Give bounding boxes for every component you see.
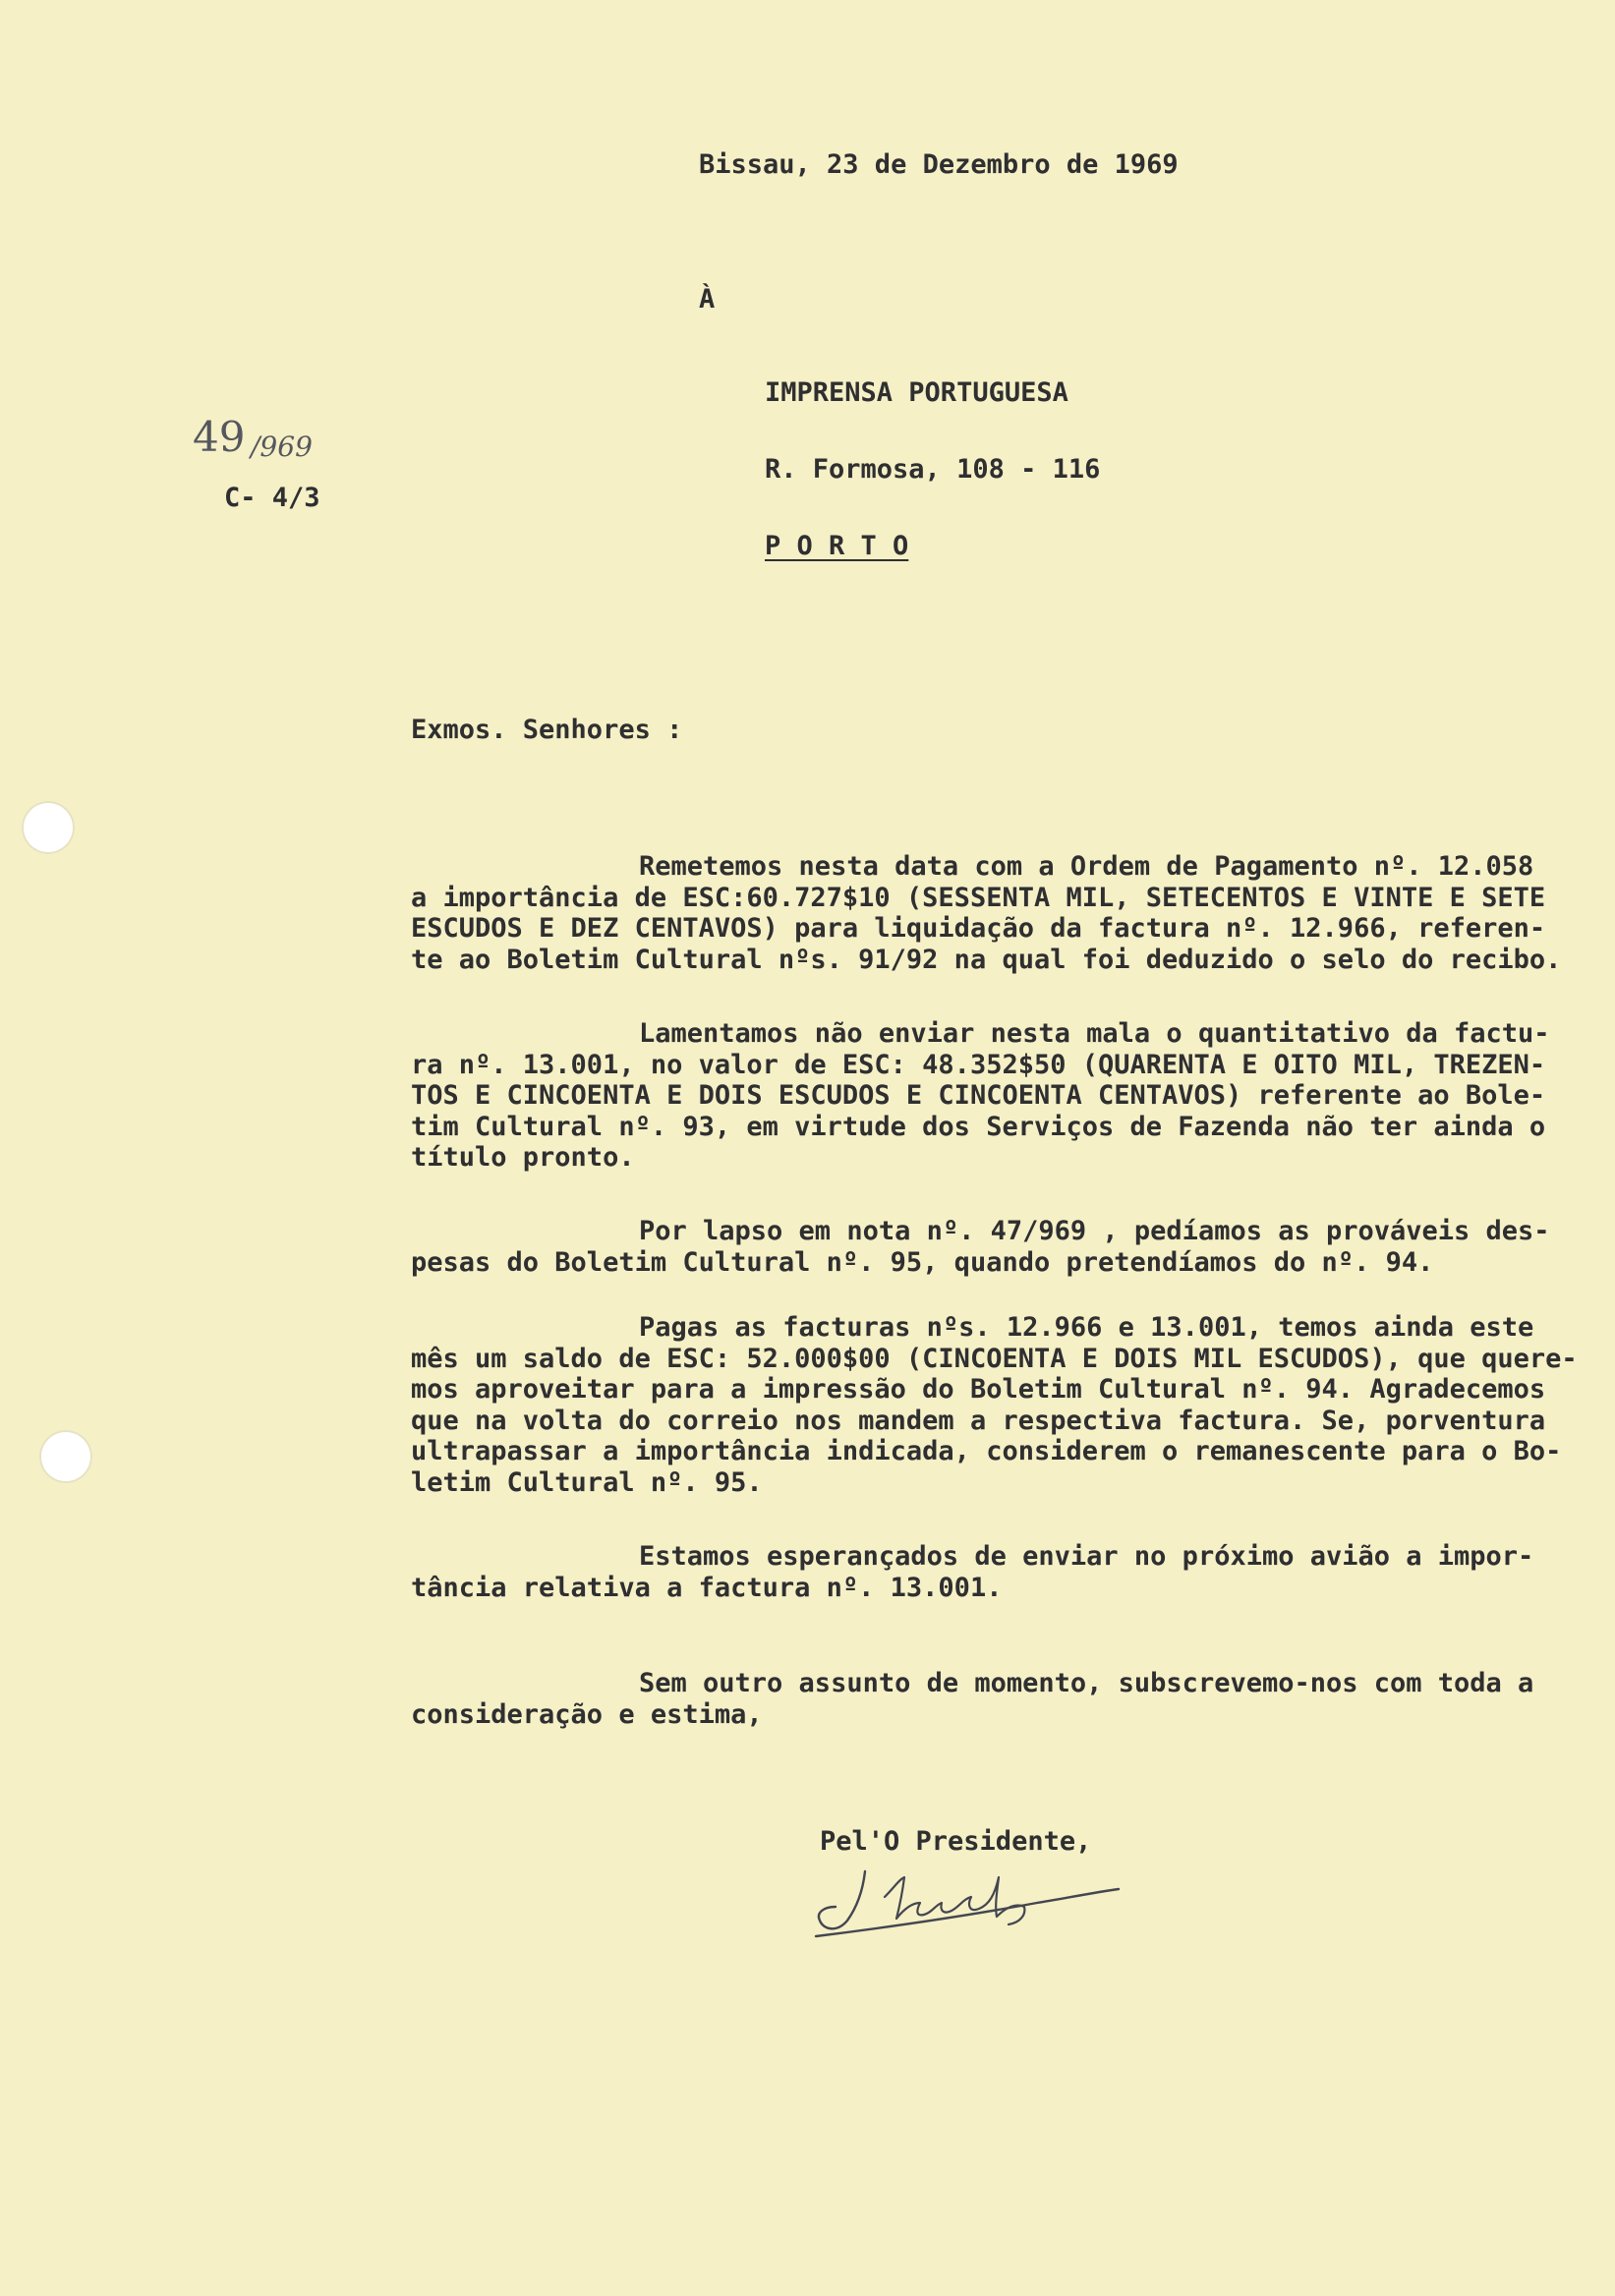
paragraph-6 xyxy=(411,1668,1571,1730)
paragraph-line: consideração e estima, xyxy=(411,1698,763,1730)
paragraph-line: ultrapassar a importância indicada, considerem o remanescente para o Bo- xyxy=(411,1436,1562,1466)
reference-code: C- 4/3 xyxy=(224,483,320,513)
paragraph-1 xyxy=(411,851,1571,975)
signature-text xyxy=(806,1860,807,1861)
recipient-name: IMPRENSA PORTUGUESA xyxy=(765,377,1068,408)
punch-hole-bottom xyxy=(39,1430,92,1483)
punch-hole-top xyxy=(22,801,75,854)
paragraph-line: título pronto. xyxy=(411,1142,635,1173)
recipient-address: R. Formosa, 108 - 116 xyxy=(765,454,1101,485)
paragraph-line: letim Cultural nº. 95. xyxy=(411,1466,763,1498)
paragraph-line: ra nº. 13.001, no valor de ESC: 48.352$50 (QUARENTA E OITO MIL, TREZEN- xyxy=(411,1049,1546,1080)
paragraph-line: Lamentamos não enviar nesta mala o quantitativo da factu- xyxy=(639,1018,1550,1049)
addressee-prefix: À xyxy=(699,284,716,315)
paragraph-line: que na volta do correio nos mandem a respectiva factura. Se, porventura xyxy=(411,1405,1546,1436)
reference-handwritten-number: 49 xyxy=(193,413,246,461)
paragraph-line: tância relativa a factura nº. 13.001. xyxy=(411,1572,1003,1603)
signature xyxy=(806,1860,1160,1948)
paragraph-line: Estamos esperançados de enviar no próximo avião a impor- xyxy=(639,1541,1534,1572)
paragraph-5 xyxy=(411,1541,1571,1603)
paragraph-4 xyxy=(411,1312,1578,1498)
paragraph-line: tim Cultural nº. 93, em virtude dos Serviços de Fazenda não ter ainda o xyxy=(411,1111,1546,1142)
reference-year: /969 xyxy=(251,430,313,463)
paragraph-line: mos aproveitar para a impressão do Boletim Cultural nº. 94. Agradecemos xyxy=(411,1374,1546,1405)
paragraph-line: pesas do Boletim Cultural nº. 95, quando pretendíamos do nº. 94. xyxy=(411,1246,1434,1278)
salutation: Exmos. Senhores : xyxy=(411,715,683,745)
paragraph-line: TOS E CINCOENTA E DOIS ESCUDOS E CINCOENTA CENTAVOS) referente ao Bole- xyxy=(411,1080,1546,1111)
paragraph-line: Por lapso em nota nº. 47/969 , pedíamos as prováveis des- xyxy=(639,1216,1550,1246)
paragraph-line: mês um saldo de ESC: 52.000$00 (CINCOENTA E DOIS MIL ESCUDOS), que quere- xyxy=(411,1343,1578,1374)
date-line: Bissau, 23 de Dezembro de 1969 xyxy=(699,149,1179,180)
paragraph-3 xyxy=(411,1216,1571,1278)
paragraph-line: a importância de ESC:60.727$10 (SESSENTA MIL, SETECENTOS E VINTE E SETE xyxy=(411,882,1546,913)
signature-drawing xyxy=(806,1860,1160,1948)
paragraph-line: Remetemos nesta data com a Ordem de Pagamento nº. 12.058 xyxy=(639,851,1534,882)
paragraph-2 xyxy=(411,1018,1571,1174)
recipient-city: P O R T O xyxy=(765,531,909,561)
paragraph-line: te ao Boletim Cultural nºs. 91/92 na qual foi deduzido o selo do recibo. xyxy=(411,944,1562,975)
paragraph-line: Sem outro assunto de momento, subscrevemo-nos com toda a xyxy=(639,1668,1534,1698)
paragraph-line: ESCUDOS E DEZ CENTAVOS) para liquidação da factura nº. 12.966, referen- xyxy=(411,913,1546,944)
signatory-line: Pel'O Presidente, xyxy=(820,1826,1092,1857)
paragraph-line: Pagas as facturas nºs. 12.966 e 13.001, temos ainda este xyxy=(639,1312,1534,1343)
